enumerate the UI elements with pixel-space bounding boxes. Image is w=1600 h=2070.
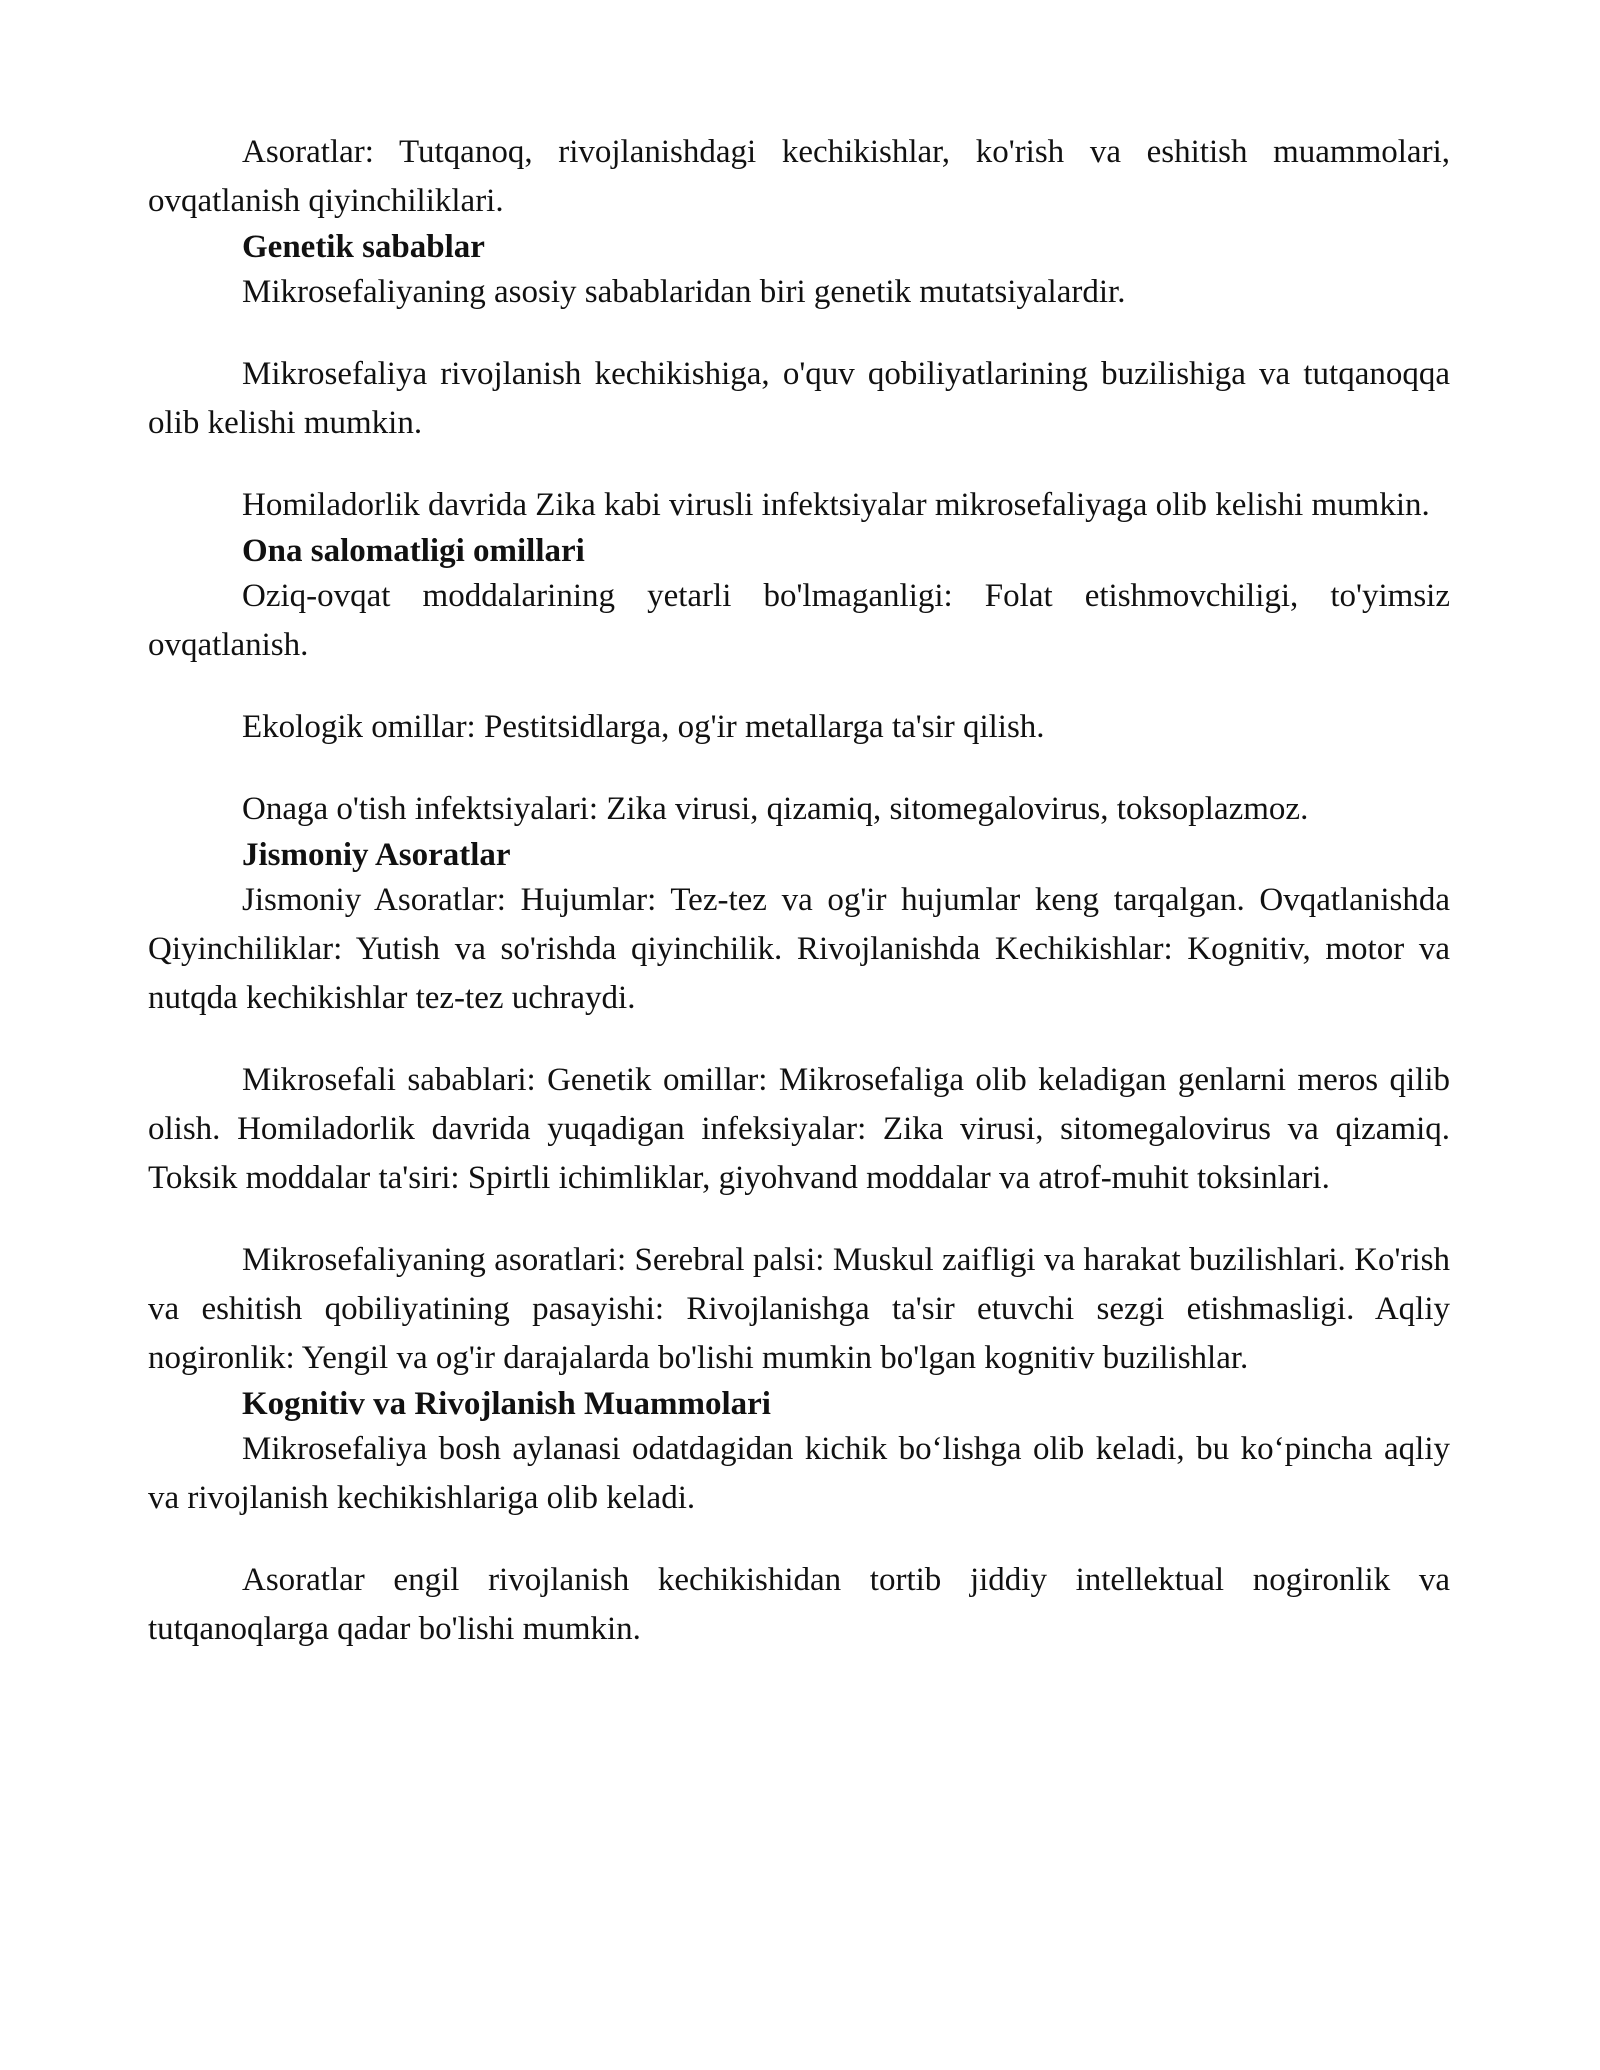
heading-physical-complications: Jismoniy Asoratlar — [242, 837, 511, 873]
paragraph-zika-infection: Homiladorlik davrida Zika kabi virusli infektsiyalar mikrosefaliyaga olib kelishi mumkin. — [242, 487, 1430, 523]
paragraph-microcephaly-causes: Mikrosefali sabablari: Genetik omillar: Mikrosefaliga olib keladigan genlarni meros qilib olish. Homiladorlik davrida yuqadigan infeksiyalar: Zika virusi, sitomegalovirus va qizamiq. Toksik moddalar ta'siri: Spirtli ichimliklar, giyohvand moddalar va atrof-muhit toksinlari. — [148, 1062, 1450, 1196]
paragraph-development-delay: Mikrosefaliya rivojlanish kechikishiga, o'quv qobiliyatlarining buzilishiga va tutqanoqqa olib kelishi mumkin. — [148, 356, 1450, 441]
paragraph-microcephaly-complications: Mikrosefaliyaning asoratlari: Serebral palsi: Muskul zaifligi va harakat buzilishlari. Ko'rish va eshitish qobiliyatining pasayishi: Rivojlanishga ta'sir etuvchi sezgi etishmasligi. Aqliy nogironlik: Yengil va og'ir darajalarda bo'lishi mumkin bo'lgan kognitiv buzilishlar. — [148, 1242, 1450, 1376]
heading-cognitive-problems: Kognitiv va Rivojlanish Muammolari — [242, 1386, 771, 1422]
heading-maternal-health: Ona salomatligi omillari — [242, 533, 585, 569]
paragraph-genetic-mutations: Mikrosefaliyaning asosiy sabablaridan biri genetik mutatsiyalardir. — [242, 274, 1126, 310]
paragraph-maternal-infections: Onaga o'tish infektsiyalari: Zika virusi, qizamiq, sitomegalovirus, toksoplazmoz. — [242, 791, 1309, 827]
paragraph-head-circumference: Mikrosefaliya bosh aylanasi odatdagidan kichik bo‘lishga olib keladi, bu ko‘pincha aqliy va rivojlanish kechikishlariga olib keladi. — [148, 1431, 1450, 1516]
paragraph-ecological-factors: Ekologik omillar: Pestitsidlarga, og'ir metallarga ta'sir qilish. — [242, 709, 1045, 745]
paragraph-complications: Asoratlar: Tutqanoq, rivojlanishdagi kechikishlar, ko'rish va eshitish muammolari, ovqatlanish qiyinchiliklari. — [148, 134, 1450, 219]
paragraph-nutrition: Oziq-ovqat moddalarining yetarli bo'lmaganligi: Folat etishmovchiligi, to'yimsiz ovqatlanish. — [148, 578, 1450, 663]
paragraph-physical-complications: Jismoniy Asoratlar: Hujumlar: Tez-tez va og'ir hujumlar keng tarqalgan. Ovqatlanishda Qiyinchiliklar: Yutish va so'rishda qiyinchilik. Rivojlanishda Kechikishlar: Kognitiv, motor va nutqda kechikishlar tez-tez uchraydi. — [148, 882, 1450, 1016]
paragraph-severity-range: Asoratlar engil rivojlanish kechikishidan tortib jiddiy intellektual nogironlik va tutqanoqlarga qadar bo'lishi mumkin. — [148, 1562, 1450, 1647]
heading-genetic-causes: Genetik sabablar — [242, 229, 485, 265]
document-page — [148, 128, 1450, 1654]
